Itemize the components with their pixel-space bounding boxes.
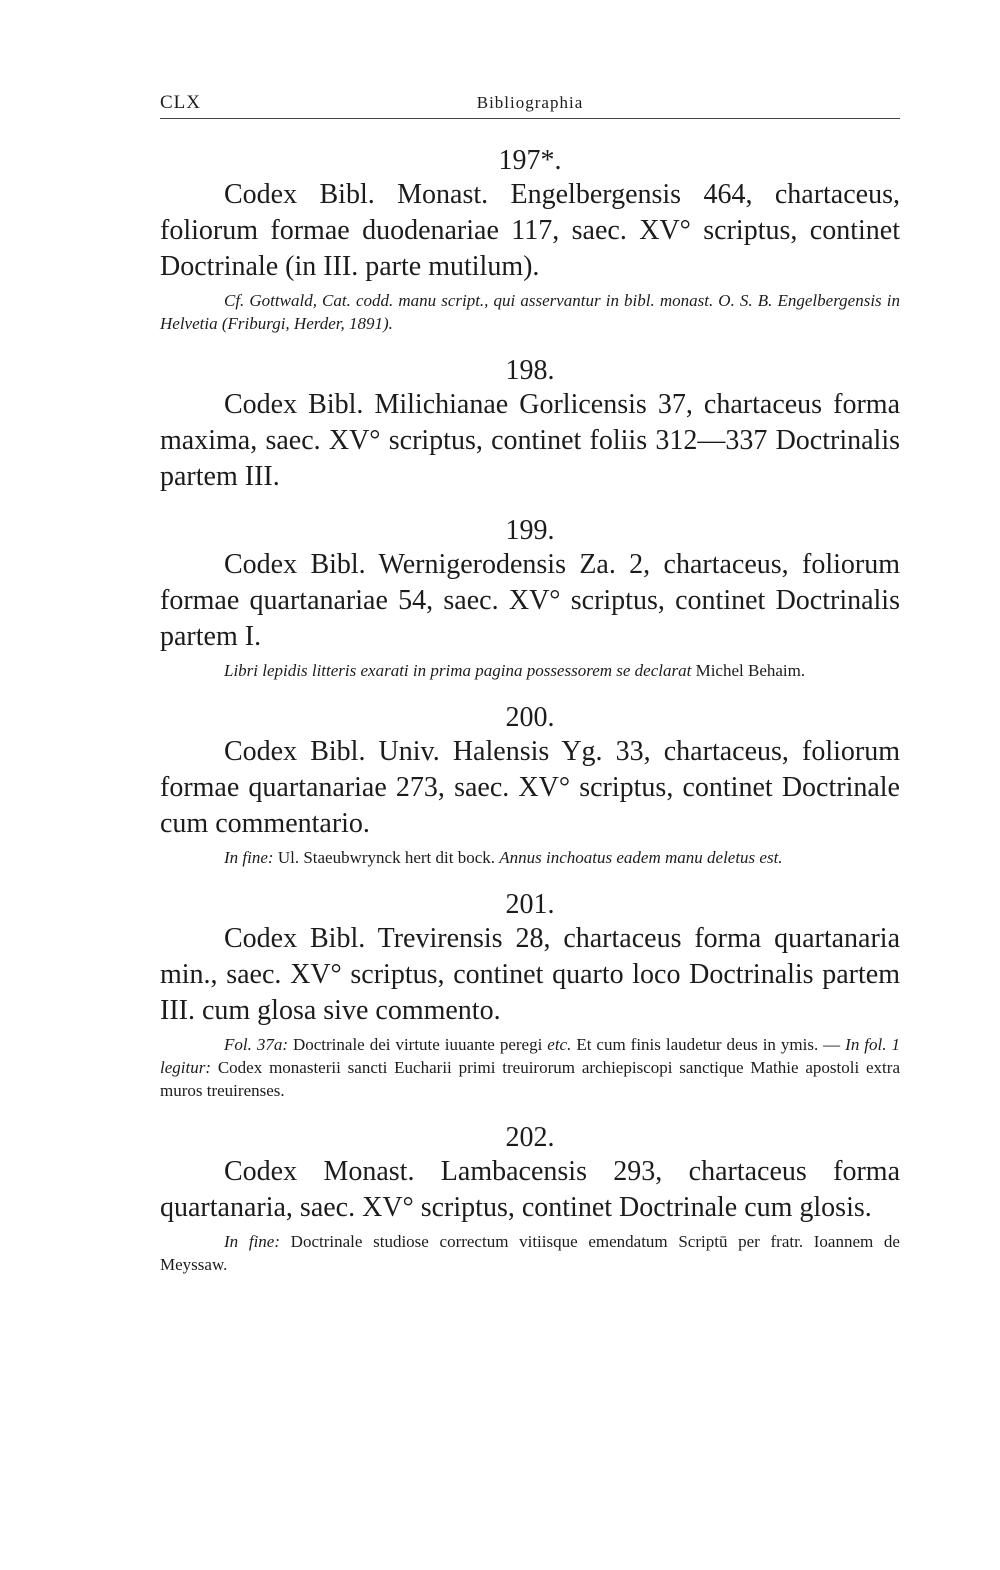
running-title: Bibliographia [476,93,584,112]
entry-note [160,659,900,682]
entry-199 [160,515,900,682]
entry-note [160,289,900,335]
note-part: Codex monasterii sancti Eucharii primi treuirorum archiepiscopi sanctique Mathie apostoli extra muros treuirenses. [160,1058,900,1100]
entry-body: Codex Bibl. Milichianae Gorlicensis 37, chartaceus forma maxima, saec. XV° scriptus, continet foliis 312—337 Doctrinalis partem III. [160,389,900,492]
entry-number: 201. [505,889,555,920]
note-part: Annus inchoatus eadem manu deletus est. [499,848,783,867]
entry-number: 198. [505,355,555,386]
entry-note [160,1033,900,1102]
note-part: Libri lepidis litteris exarati in prima pagina possessorem se declarat [224,661,692,680]
note-part: Fol. 37a: [224,1035,288,1054]
note-part: Michel Behaim. [691,661,806,680]
entry-200 [160,702,900,869]
entry-body: Codex Monast. Lambacensis 293, chartaceus forma quartanaria, saec. XV° scriptus, continet Doctrinale cum glosis. [160,1156,900,1223]
note-part: etc. [547,1035,572,1054]
entry-number: 202. [505,1122,555,1153]
note-part: Cf. Gottwald, Cat. codd. manu script., qui asservantur in bibl. monast. O. S. B. Engelbergensis in Helvetia (Friburgi, Herder, 1891). [160,291,900,333]
entry-body: Codex Bibl. Trevirensis 28, chartaceus forma quartanaria min., saec. XV° scriptus, continet quarto loco Doctrinalis partem III. cum glosa sive commento. [160,923,900,1026]
entry-201 [160,889,900,1102]
entry-number: 197*. [498,145,562,176]
entry-note [160,846,900,869]
page [160,84,900,1276]
entry-body: Codex Bibl. Wernigerodensis Za. 2, chartaceus, foliorum formae quartanariae 54, saec. XV° scriptus, continet Doctrinalis partem I. [160,549,900,652]
page-folio: CLX [160,92,201,113]
note-part: Et cum finis laudetur deus in ymis. — [571,1035,846,1054]
running-header [160,84,900,119]
entry-body: Codex Bibl. Monast. Engelbergensis 464, chartaceus, foliorum formae duodenariae 117, saec. XV° scriptus, continet Doctrinale (in III. parte mutilum). [160,179,900,282]
entry-number: 200. [505,702,555,733]
note-part: Doctrinale studiose correctum vitiisque emendatum Scriptū per fratr. Ioannem de Meyssaw. [160,1232,900,1274]
entry-number: 199. [505,515,555,546]
entry-198 [160,355,900,495]
entry-202 [160,1122,900,1276]
note-part: In fol. 1 legitur: [160,1035,900,1077]
note-part: In fine: [224,848,274,867]
note-part: In fine: [224,1232,280,1251]
entry-197 [160,145,900,335]
note-part: Doctrinale dei virtute iuuante peregi [288,1035,548,1054]
note-part: Ul. Staeubwrynck hert dit bock. [273,848,500,867]
entry-note [160,1230,900,1276]
entry-body: Codex Bibl. Univ. Halensis Yg. 33, chartaceus, foliorum formae quartanariae 273, saec. XV° scriptus, continet Doctrinale cum commentario. [160,736,900,839]
